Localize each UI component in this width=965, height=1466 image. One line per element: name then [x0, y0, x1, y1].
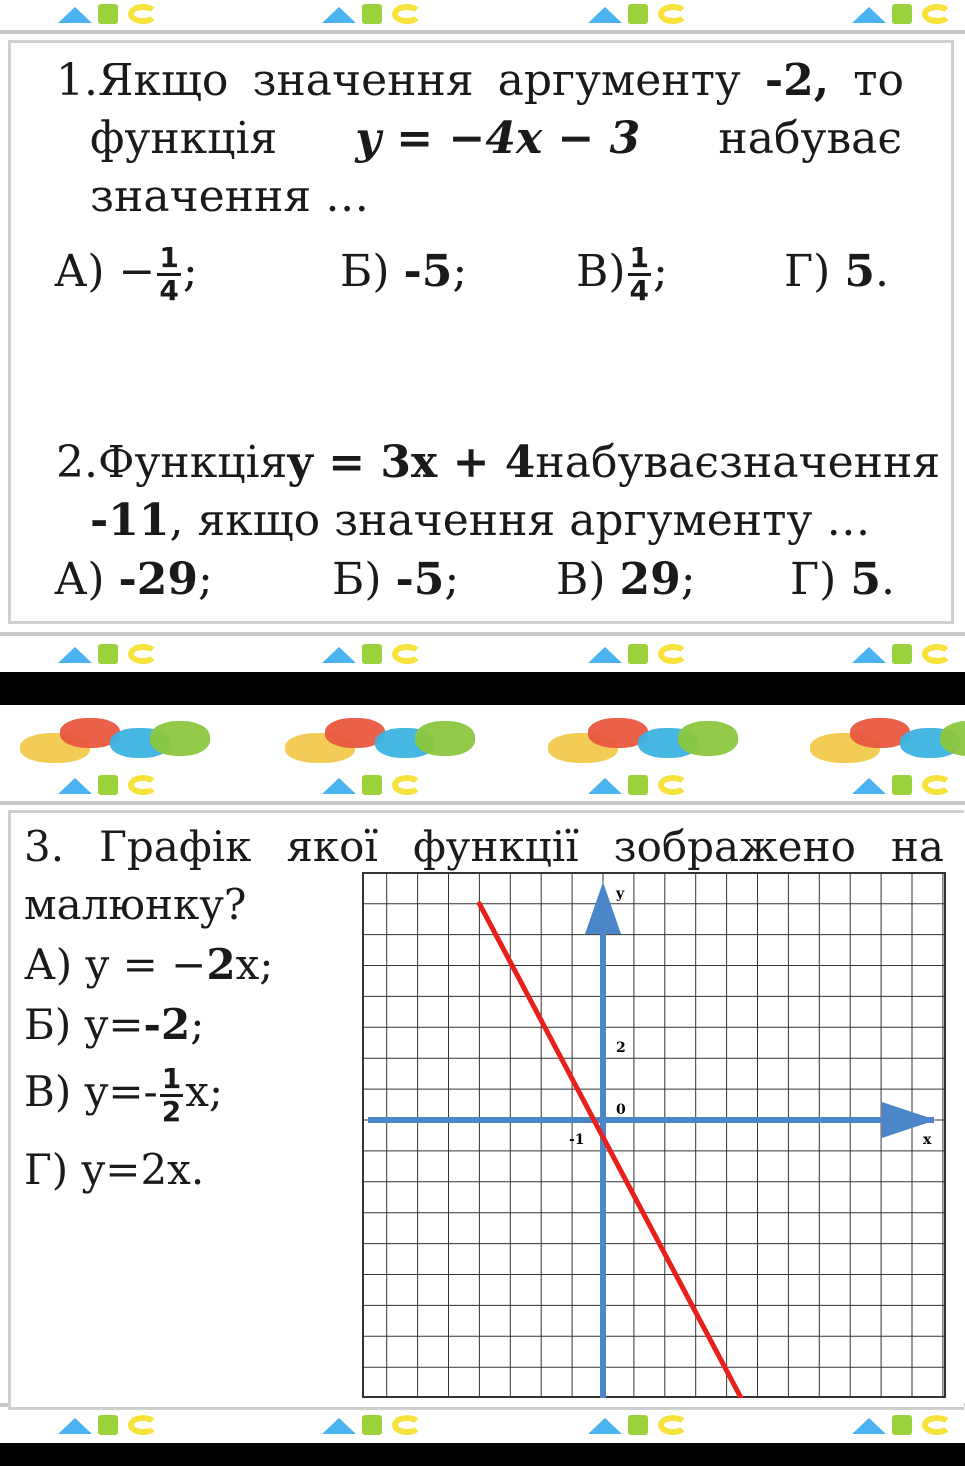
x-tick-label: -1	[569, 1132, 585, 1148]
option-tail: ;	[444, 554, 460, 605]
decorative-abc-row-bottom	[0, 642, 965, 666]
option-label: А)	[54, 246, 105, 297]
q1-option-b[interactable]	[340, 242, 467, 302]
option-label: Б) y=	[24, 1000, 144, 1049]
option-value: -29	[118, 554, 198, 605]
option-label: Г)	[790, 554, 837, 605]
option-value: 29	[619, 554, 681, 605]
q2-option-b[interactable]	[332, 550, 459, 610]
q1-line-2	[90, 114, 902, 164]
q3-option-a[interactable]	[24, 935, 273, 995]
q3-word: функції	[412, 822, 579, 871]
q1-word: то	[853, 55, 904, 106]
q3-option-c[interactable]	[24, 1062, 223, 1127]
option-value: -2	[143, 1000, 191, 1049]
slide-1	[0, 0, 965, 672]
q2-line-1	[56, 437, 941, 488]
toy-letters-icon	[548, 713, 748, 771]
fraction-numerator: 1	[629, 241, 649, 274]
abc-decoration-icon	[852, 773, 965, 797]
fraction-numerator: 1	[159, 241, 179, 274]
toy-letters-icon	[20, 713, 220, 771]
q3-word: зображено	[613, 822, 856, 871]
q2-option-a[interactable]	[54, 550, 213, 610]
fraction-denominator: 4	[159, 274, 179, 307]
q2-text: , якщо значення аргументу …	[169, 495, 871, 546]
q2-option-d[interactable]	[790, 550, 895, 610]
q3-word: Графік	[99, 822, 252, 871]
option-value: 5	[844, 246, 875, 297]
fraction	[628, 243, 651, 306]
q2-word: 2.Функція	[56, 437, 288, 488]
q3-word: якої	[286, 822, 378, 871]
abc-decoration-icon	[322, 2, 442, 26]
divider	[0, 801, 965, 805]
q1-option-d[interactable]	[784, 242, 889, 302]
q2-option-c[interactable]	[556, 550, 696, 610]
fraction-denominator: 4	[629, 274, 649, 307]
q2-word: значення	[718, 437, 941, 488]
option-value: 5	[850, 554, 881, 605]
toy-letters-icon	[810, 713, 965, 771]
abc-decoration-icon	[58, 2, 178, 26]
option-label: А) y = −	[24, 940, 207, 989]
y-tick-label: 2	[616, 1040, 626, 1056]
q1-line-3: значення …	[90, 171, 370, 222]
function-graph	[362, 872, 946, 1398]
q1-word: аргументу	[497, 55, 741, 106]
abc-decoration-icon	[322, 1413, 442, 1437]
abc-decoration-icon	[322, 642, 442, 666]
abc-decoration-icon	[588, 1413, 708, 1437]
decorative-abc-row-bottom	[0, 1413, 965, 1437]
decorative-abc-row-top	[0, 2, 965, 26]
option-label: А)	[54, 554, 105, 605]
option-tail: ;	[190, 1000, 205, 1049]
q3-line-2: малюнку?	[24, 880, 247, 929]
abc-decoration-icon	[58, 642, 178, 666]
toy-letters-icon	[285, 713, 485, 771]
abc-decoration-icon	[322, 773, 442, 797]
abc-decoration-icon	[852, 1413, 965, 1437]
q3-line-1	[24, 822, 944, 872]
option-tail: x;	[235, 940, 274, 989]
q1-argument-value: -2,	[764, 55, 830, 106]
q1-word: значення	[252, 55, 474, 106]
option-label: Г) y=2x.	[24, 1145, 205, 1194]
origin-label: 0	[616, 1102, 626, 1118]
abc-decoration-icon	[588, 773, 708, 797]
q1-option-c[interactable]	[576, 242, 668, 306]
q2-line-2	[90, 496, 870, 546]
q3-option-b[interactable]	[24, 995, 204, 1055]
fraction	[157, 243, 180, 306]
option-tail: ;	[182, 246, 198, 297]
grid-border	[363, 873, 945, 1397]
option-tail: x;	[185, 1067, 224, 1116]
option-tail: ;	[680, 554, 696, 605]
x-axis-label: x	[923, 1132, 932, 1148]
option-tail: .	[874, 246, 889, 297]
y-axis-label: y	[616, 886, 625, 902]
decorative-abc-row	[0, 773, 965, 797]
q1-line-1	[56, 56, 904, 106]
option-sign: −	[118, 246, 156, 297]
grid-lines	[362, 872, 946, 1398]
q1-word: 1.Якщо	[56, 55, 229, 106]
option-tail: ;	[198, 554, 213, 605]
q2-target-value: -11	[90, 495, 170, 546]
q1-word: функція	[90, 113, 278, 164]
option-label: Б)	[332, 554, 382, 605]
option-label: В) y=-	[24, 1067, 158, 1116]
q1-word: набуває	[718, 113, 902, 164]
q3-word: 3.	[24, 822, 65, 871]
graph-canvas	[362, 872, 946, 1398]
option-label: В)	[556, 554, 606, 605]
abc-decoration-icon	[852, 2, 965, 26]
q1-function-formula: y = −4x − 3	[355, 113, 641, 164]
fraction-denominator: 2	[161, 1094, 182, 1128]
option-value: -5	[403, 246, 453, 297]
option-label: В)	[576, 246, 626, 297]
option-tail: ;	[452, 246, 468, 297]
abc-decoration-icon	[58, 1413, 178, 1437]
q2-word: набуває	[535, 437, 719, 488]
fraction	[160, 1061, 183, 1128]
q3-word: на	[890, 822, 944, 871]
fraction-numerator: 1	[161, 1061, 182, 1095]
option-tail: ;	[652, 246, 668, 297]
q1-option-a[interactable]	[54, 242, 198, 306]
option-value: -5	[395, 554, 445, 605]
q3-option-d[interactable]	[24, 1140, 204, 1200]
divider	[0, 30, 965, 34]
option-value: 2	[206, 940, 236, 989]
abc-decoration-icon	[588, 2, 708, 26]
divider	[0, 632, 965, 636]
option-label: Б)	[340, 246, 390, 297]
option-tail: .	[880, 554, 895, 605]
abc-decoration-icon	[58, 773, 178, 797]
abc-decoration-icon	[588, 642, 708, 666]
abc-decoration-icon	[852, 642, 965, 666]
option-label: Г)	[784, 246, 831, 297]
q2-function-formula: y = 3x + 4	[287, 437, 536, 488]
